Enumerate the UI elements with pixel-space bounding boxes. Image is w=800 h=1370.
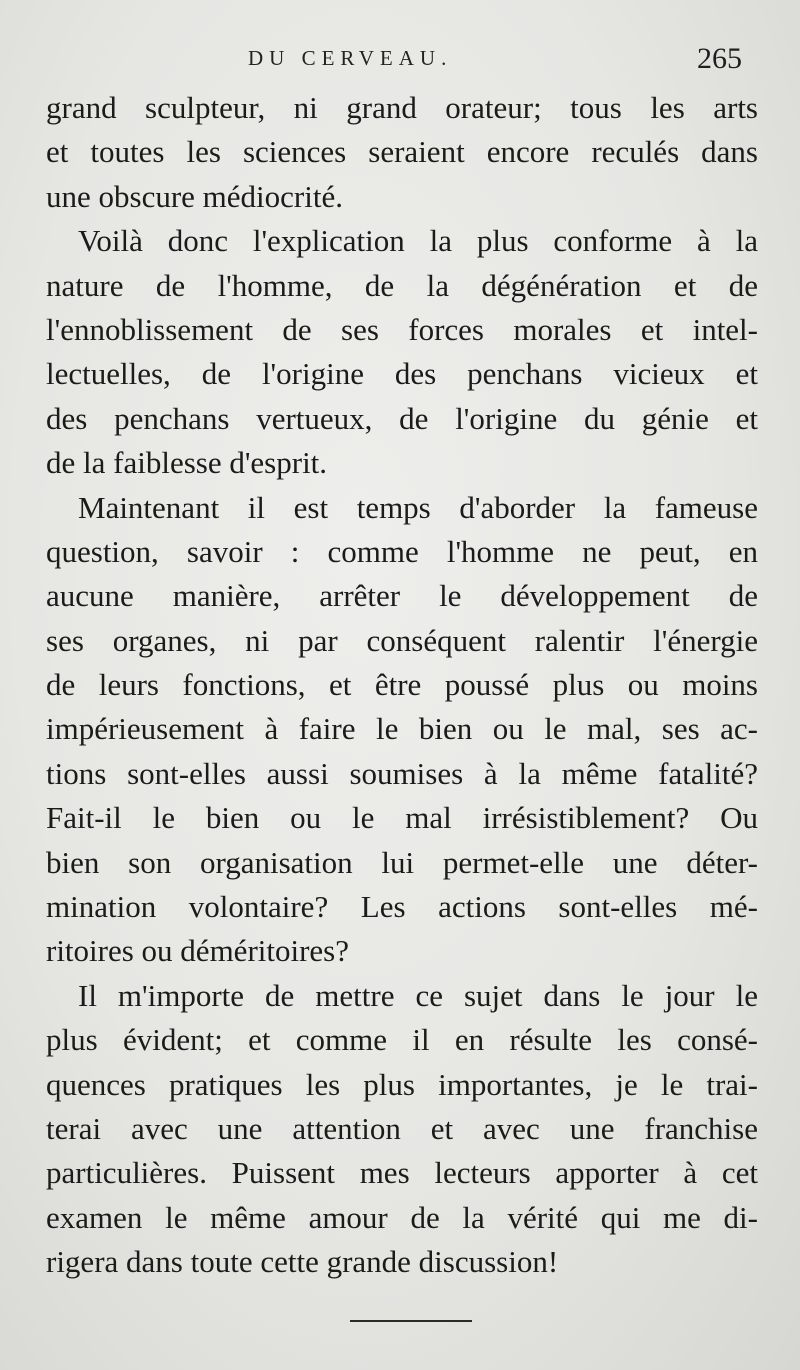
text-line: aucune manière, arrêter le développement de xyxy=(46,578,758,614)
text-line: de la faiblesse d'esprit. xyxy=(46,445,328,481)
text-line: ses organes, ni par conséquent ralentir l'énergie xyxy=(46,622,758,658)
text-line: impérieusement à faire le bien ou le mal, ses ac- xyxy=(46,711,758,747)
body-text xyxy=(46,86,758,1285)
text-line: une obscure médiocrité. xyxy=(46,178,343,214)
end-rule xyxy=(350,1320,472,1322)
text-line: l'ennoblissement de ses forces morales et intel- xyxy=(46,311,758,347)
page-header xyxy=(0,42,800,78)
text-line: grand sculpteur, ni grand orateur; tous les arts xyxy=(46,90,758,125)
text-line: plus évident; et comme il en résulte les consé- xyxy=(46,1022,758,1058)
text-line: particulières. Puissent mes lecteurs apporter à cet xyxy=(46,1155,758,1191)
text-line: rigera dans toute cette grande discussion! xyxy=(46,1244,559,1280)
page-number: 265 xyxy=(697,42,742,75)
text-line: ritoires ou déméritoires? xyxy=(46,933,350,969)
text-line: terai avec une attention et avec une franchise xyxy=(46,1110,758,1146)
text-line: mination volontaire? Les actions sont-elles mé- xyxy=(46,889,758,925)
text-line: Voilà donc l'explication la plus conforme à la xyxy=(78,223,758,259)
text-line: des penchans vertueux, de l'origine du génie et xyxy=(46,400,758,436)
text-line: examen le même amour de la vérité qui me di- xyxy=(46,1199,758,1235)
text-line: tions sont-elles aussi soumises à la même fatalité? xyxy=(46,755,758,791)
text-line: nature de l'homme, de la dégénération et de xyxy=(46,267,758,303)
text-line: Fait-il le bien ou le mal irrésistiblement? Ou xyxy=(46,800,758,836)
text-line: bien son organisation lui permet-elle une déter- xyxy=(46,844,758,880)
text-line: lectuelles, de l'origine des penchans vicieux et xyxy=(46,356,758,392)
running-title: DU CERVEAU. xyxy=(248,46,453,70)
text-line: et toutes les sciences seraient encore reculés dans xyxy=(46,134,758,170)
text-line: Maintenant il est temps d'aborder la fameuse xyxy=(78,489,758,525)
text-line: quences pratiques les plus importantes, je le trai- xyxy=(46,1066,758,1102)
text-line: Il m'importe de mettre ce sujet dans le jour le xyxy=(78,977,758,1013)
text-line: question, savoir : comme l'homme ne peut, en xyxy=(46,533,758,569)
text-line: de leurs fonctions, et être poussé plus ou moins xyxy=(46,667,758,703)
